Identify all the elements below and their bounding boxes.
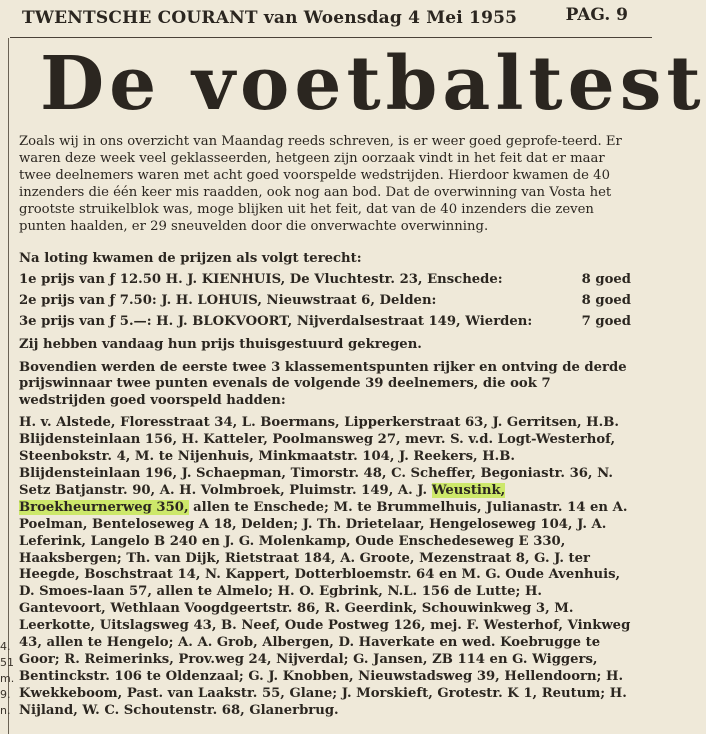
margin-fragment: 9. <box>0 688 11 701</box>
prizes-note: Zij hebben vandaag hun prijs thuisgestuurd gekregen. <box>19 336 422 352</box>
page-number: PAG. 9 <box>565 5 628 25</box>
highlighted-name: Weustink, Broekheurnerweg 350, <box>19 482 506 515</box>
prize-line <box>19 272 631 289</box>
article-headline: De voetbaltest <box>40 41 706 127</box>
page-header <box>0 0 652 34</box>
prize-text: 2e prijs van ƒ 7.50: J. H. LOHUIS, Nieuwstraat 6, Delden: <box>19 292 437 308</box>
intro-paragraph: Zoals wij in ons overzicht van Maandag reeds schreven, is er weer goed geprofe-teerd. Er waren deze week veel geklasseerden, hetgeen zijn oorzaak vindt in het feit dat er maar twee deelnemers waren met acht goed voorspelde wedstrijden. Hierdoor kwamen de 40 inzenders die één keer mis raadden, ook nog aan bod. Dat de overwinning van Vosta het grootste struikelblok was, moge blijken uit het feit, dat van de 40 inzenders die zeven punten haalden, er 29 sneuvelden door die onverwachte overwinning. <box>19 134 622 234</box>
article-body <box>19 134 631 720</box>
margin-fragment: n. <box>0 704 11 717</box>
header-rule <box>10 37 652 38</box>
prize-line <box>19 314 631 331</box>
margin-fragment: m. <box>0 672 15 685</box>
names-after: allen te Enschede; M. te Brummelhuis, Julianastr. 14 en A. Poelman, Benteloseweg A 18, Delden; J. Th. Drietelaar, Hengeloseweg 104, J. A. Leferink, Langelo B 240 en J. G. Molenkamp, Oude Enschedeseweg E 330, Haaksbergen; Th. van Dijk, Rietstraat 184, A. Groote, Mezenstraat 8, G. J. ter Heegde, Boschstraat 14, N. Kappert, Dotterbloemstr. 64 en M. G. Oude Avenhuis, D. Smoes-laan 57, allen te Almelo; H. O. Egbrink, N.L. 156 de Lutte; H. Gantevoort, Wethlaan Voogdgeertstr. 86, R. Geerdink, Schouwinkweg 3, M. Leerkotte, Uitslagsweg 43, B. Neef, Oude Postweg 126, mej. F. Westerhof, Vinkweg 43, allen te Hengelo; A. A. Grob, Albergen, D. Haverkate en wed. Koebrugge te Goor; R. Reimerinks, Prov.weg 24, Nijverdal; G. Jansen, ZB 114 en G. Wiggers, Bentinckstr. 106 te Oldenzaal; G. J. Knobben, Nieuwstadsweg 39, Hellendoorn; H. Kwekkeboom, Past. van Laakstr. 55, Glane; J. Morskieft, Grotestr. K 1, Reutum; H. Nijland, W. C. Schoutenstr. 68, Glanerbrug. <box>19 499 631 718</box>
participant-list <box>19 415 631 719</box>
prize-score: 8 goed <box>581 271 631 287</box>
column-divider <box>8 38 9 734</box>
prize-text: 3e prijs van ƒ 5.—: H. J. BLOKVOORT, Nijverdalsestraat 149, Wierden: <box>19 313 533 329</box>
names-before: H. v. Alstede, Floresstraat 34, L. Boermans, Lipperkerstraat 63, J. Gerritsen, H.B. Blijdensteinlaan 156, H. Katteler, Poolmansweg 27, mevr. S. v.d. Logt-Westerhof, Steenbokstr. 4, M. te Nijenhuis, Minkmaatstr. 104, J. Reekers, H.B. Blijdensteinlaan 196, J. Schaepman, Timorstr. 48, C. Scheffer, Begoniastr. 36, N. Setz Batjanstr. 90, A. H. Volmbroek, Pluimstr. 149, A. J. <box>19 415 619 498</box>
margin-fragment: 4. <box>0 640 11 653</box>
prize-score: 8 goed <box>581 292 631 308</box>
newspaper-date-line: TWENTSCHE COURANT van Woensdag 4 Mei 1955 <box>22 8 518 28</box>
bonus-paragraph: Bovendien werden de eerste twee 3 klassementspunten rijker en ontving de derde prijswinnaar twee punten evenals de volgende 39 deelnemers, die ook 7 wedstrijden goed voorspeld hadden: <box>19 359 627 409</box>
prize-text: 1e prijs van ƒ 12.50 H. J. KIENHUIS, De Vluchtestr. 23, Enschede: <box>19 271 503 287</box>
prize-line <box>19 293 631 310</box>
prizes-heading: Na loting kwamen de prijzen als volgt terecht: <box>19 251 362 266</box>
prize-score: 7 goed <box>581 313 631 329</box>
margin-fragment: 51 <box>0 656 14 669</box>
